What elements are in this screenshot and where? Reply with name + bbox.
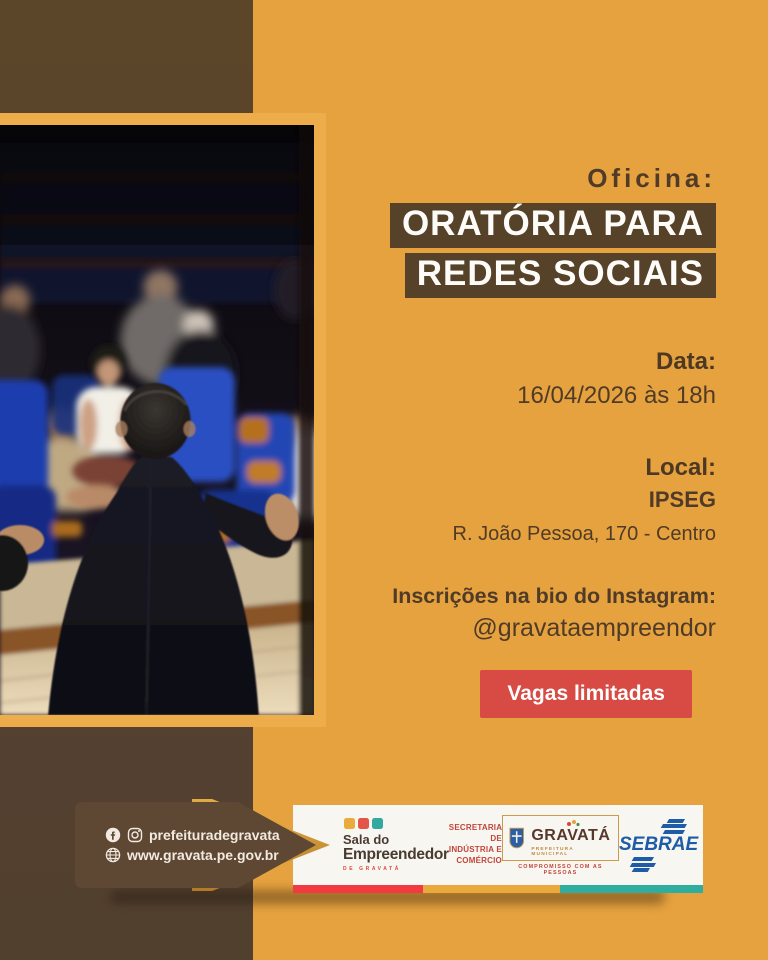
gravata-name-text: GRAVATÁ — [531, 826, 611, 844]
vagas-limitadas-badge[interactable]: Vagas limitadas — [480, 670, 692, 718]
sebrae-logo — [619, 819, 698, 872]
sala-logo-top-text: Sala do — [343, 832, 390, 848]
website-text: www.gravata.pe.gov.br — [127, 847, 279, 863]
gravata-prefeitura-logo — [502, 815, 619, 876]
sala-logo-main-text: Empreendedor — [343, 846, 449, 864]
sala-logo-squares-icon — [344, 818, 449, 829]
gravata-sub-text: PREFEITURA MUNICIPAL — [531, 846, 574, 857]
secretaria-text — [449, 823, 502, 866]
partner-logos-bar — [293, 805, 703, 885]
instagram-icon — [127, 827, 143, 843]
website-row — [105, 847, 280, 863]
sebrae-text: SEBRAE — [618, 834, 699, 855]
date-value: 16/04/2026 às 18h — [517, 382, 716, 409]
footer-social-block — [105, 823, 280, 867]
signup-label: Inscrições na bio do Instagram: — [392, 584, 716, 608]
globe-icon — [105, 847, 121, 863]
auditorium-scene-illustration — [0, 125, 314, 715]
location-label: Local: — [645, 454, 716, 481]
social-handle-row — [105, 827, 280, 843]
gravata-tagline-text: COMPROMISSO COM AS PESSOAS — [518, 863, 603, 876]
poster-text-column — [336, 0, 716, 718]
gravata-crest-icon — [507, 826, 526, 850]
secretaria-line-3: COMÉRCIO — [456, 855, 502, 865]
location-name: IPSEG — [648, 487, 716, 512]
date-label: Data: — [655, 348, 716, 375]
sebrae-bars-icon — [633, 857, 655, 872]
instagram-handle: @gravataempreendor — [472, 614, 716, 642]
tricolor-strip — [293, 885, 703, 893]
kicker-text: Oficina: — [587, 163, 716, 193]
footer-brown-ribbon — [72, 799, 332, 891]
sala-logo-sub-text: DE GRAVATÁ — [343, 865, 401, 872]
gravata-sprig-icon — [565, 819, 581, 827]
social-handle-text: prefeituradegravata — [149, 827, 280, 843]
secretaria-line-2: INDÚSTRIA E — [448, 845, 502, 854]
sala-do-empreendedor-logo — [343, 818, 449, 872]
sebrae-bars-icon — [662, 819, 686, 834]
facebook-icon — [105, 827, 121, 843]
secretaria-line-1: SECRETARIA DE — [448, 823, 503, 844]
workshop-photo — [0, 113, 326, 727]
location-address: R. João Pessoa, 170 - Centro — [452, 523, 716, 545]
title-line-2: REDES SOCIAIS — [405, 253, 716, 298]
title-line-1: ORATÓRIA PARA — [390, 203, 716, 248]
